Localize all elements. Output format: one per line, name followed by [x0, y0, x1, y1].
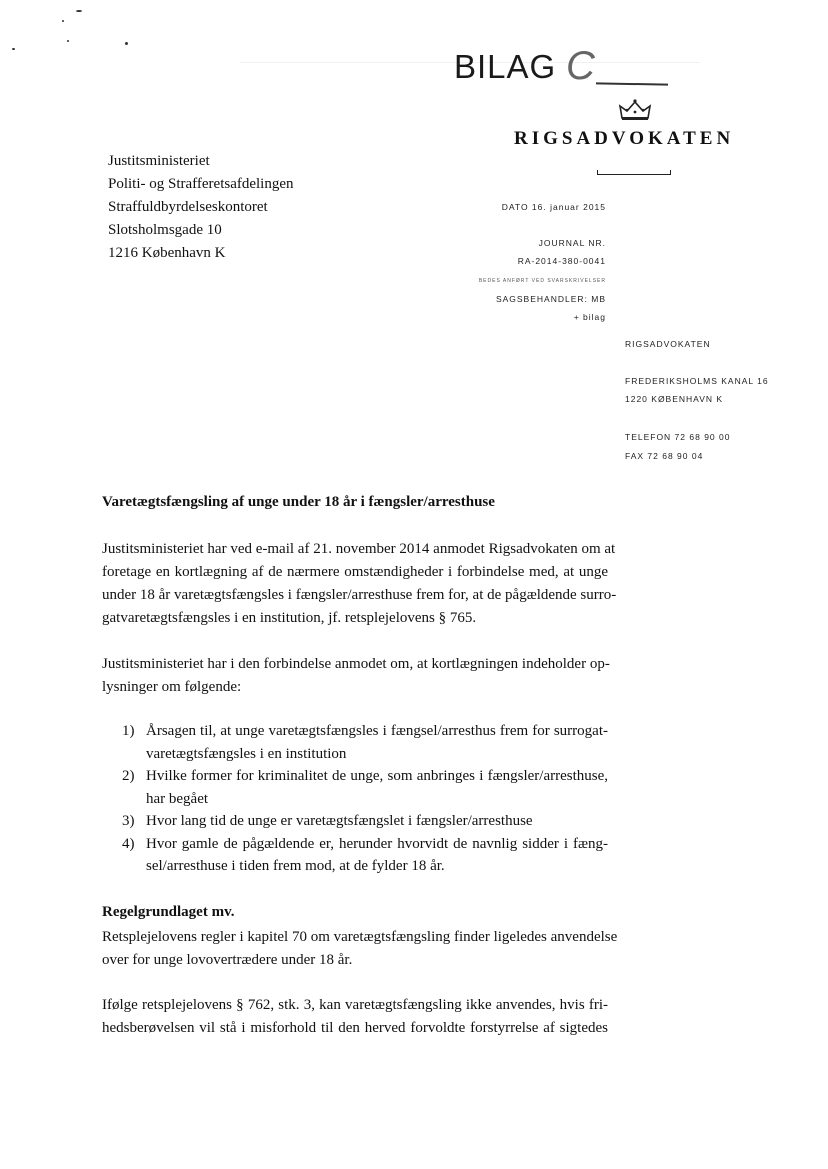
section-heading: Regelgrundlaget mv.: [102, 904, 235, 920]
paragraph-request: [102, 538, 617, 630]
bilag-stamp: BILAG: [454, 48, 557, 85]
recipient-line: Justitsministeriet: [108, 153, 210, 169]
recipient-line: Slotsholmsgade 10: [108, 222, 222, 238]
journal-label: JOURNAL NR.: [538, 238, 606, 248]
question-list: [122, 720, 608, 878]
journal-number: RA-2014-380-0041: [517, 256, 606, 266]
list-item: [122, 720, 608, 765]
text-line: sel/arresthuse i tiden frem mod, at de fylder 18 år.: [146, 858, 445, 874]
text-line: Justitsministeriet har i den forbindelse anmodet om, at kortlægningen indeholder op-: [102, 656, 610, 672]
scan-speck: [12, 48, 15, 50]
date: DATO 16. januar 2015: [501, 202, 606, 212]
bilag-underline: [596, 82, 668, 85]
sender-city: 1220 KØBENHAVN K: [625, 394, 724, 404]
list-item: [122, 810, 608, 833]
text-line: varetægtsfængsles i en institution: [146, 745, 347, 762]
text-line: gatvaretægtsfængsles i en institution, jf. retsplejelovens § 765.: [102, 610, 477, 626]
list-number: 1): [122, 723, 135, 739]
paragraph-proportionality: [102, 994, 608, 1040]
sender-street: FREDERIKSHOLMS KANAL 16: [625, 376, 769, 386]
list-number: 3): [122, 813, 135, 829]
text-line: under 18 år varetægtsfængsles i fængsler/arresthuse frem for, at de pågældende surro-: [102, 587, 617, 603]
scan-speck: [62, 20, 64, 22]
reference-note: BEDES ANFØRT VED SVARSKRIVELSER: [478, 278, 606, 284]
org-name: RIGSADVOKATEN: [514, 128, 735, 149]
paragraph-scope: [102, 653, 608, 699]
list-item: [122, 833, 608, 878]
text-line: Hvor gamle de pågældende er, herunder hvorvidt de navnlig sidder i fæng-: [146, 835, 608, 852]
text-line: lysninger om følgende:: [102, 679, 242, 695]
bilag-letter: C: [566, 44, 595, 88]
crown-icon: [618, 98, 652, 122]
sender-fax: FAX 72 68 90 04: [625, 451, 704, 461]
sender-name: RIGSADVOKATEN: [625, 339, 711, 349]
list-number: 4): [122, 835, 135, 852]
paragraph-rules: [102, 926, 618, 972]
case-handler: SAGSBEHANDLER: MB: [495, 294, 606, 304]
org-bracket: [597, 170, 671, 175]
text-line: Justitsministeriet har ved e-mail af 21. november 2014 anmodet Rigsadvokaten om at: [102, 541, 616, 557]
text-line: over for unge lovovertrædere under 18 år.: [102, 952, 353, 968]
text-line: foretage en kortlægning af de nærmere omstændigheder i forbindelse med, at unge: [102, 564, 608, 580]
text-line: Hvilke former for kriminalitet de unge, som anbringes i fængsler/arresthuse,: [146, 768, 608, 784]
recipient-line: 1216 København K: [108, 245, 226, 261]
attachment-note: + bilag: [573, 312, 606, 322]
recipient-line: Politi- og Strafferetsafdelingen: [108, 176, 294, 192]
text-line: hedsberøvelsen vil stå i misforhold til den herved forvoldte forstyrrelse af sigtedes: [102, 1020, 608, 1036]
scan-speck: [125, 42, 128, 45]
text-line: Retsplejelovens regler i kapitel 70 om varetægtsfængsling finder ligeledes anvendelse: [102, 929, 618, 945]
scan-speck: [67, 40, 69, 42]
text-line: har begået: [146, 790, 209, 807]
list-number: 2): [122, 768, 135, 784]
subject-line: Varetægtsfængsling af unge under 18 år i fængsler/arresthuse: [102, 494, 495, 510]
recipient-address: [108, 150, 294, 265]
text-line: Ifølge retsplejelovens § 762, stk. 3, kan varetægtsfængsling ikke anvendes, hvis fri-: [102, 997, 608, 1013]
text-line: Hvor lang tid de unge er varetægtsfængslet i fængsler/arresthuse: [146, 813, 533, 829]
scan-speck: [76, 10, 82, 12]
recipient-line: Straffuldbyrdelseskontoret: [108, 199, 268, 215]
text-line: Årsagen til, at unge varetægtsfængsles i fængsel/arresthus frem for surrogat-: [146, 723, 608, 739]
list-item: [122, 765, 608, 810]
sender-phone: TELEFON 72 68 90 00: [625, 432, 731, 442]
